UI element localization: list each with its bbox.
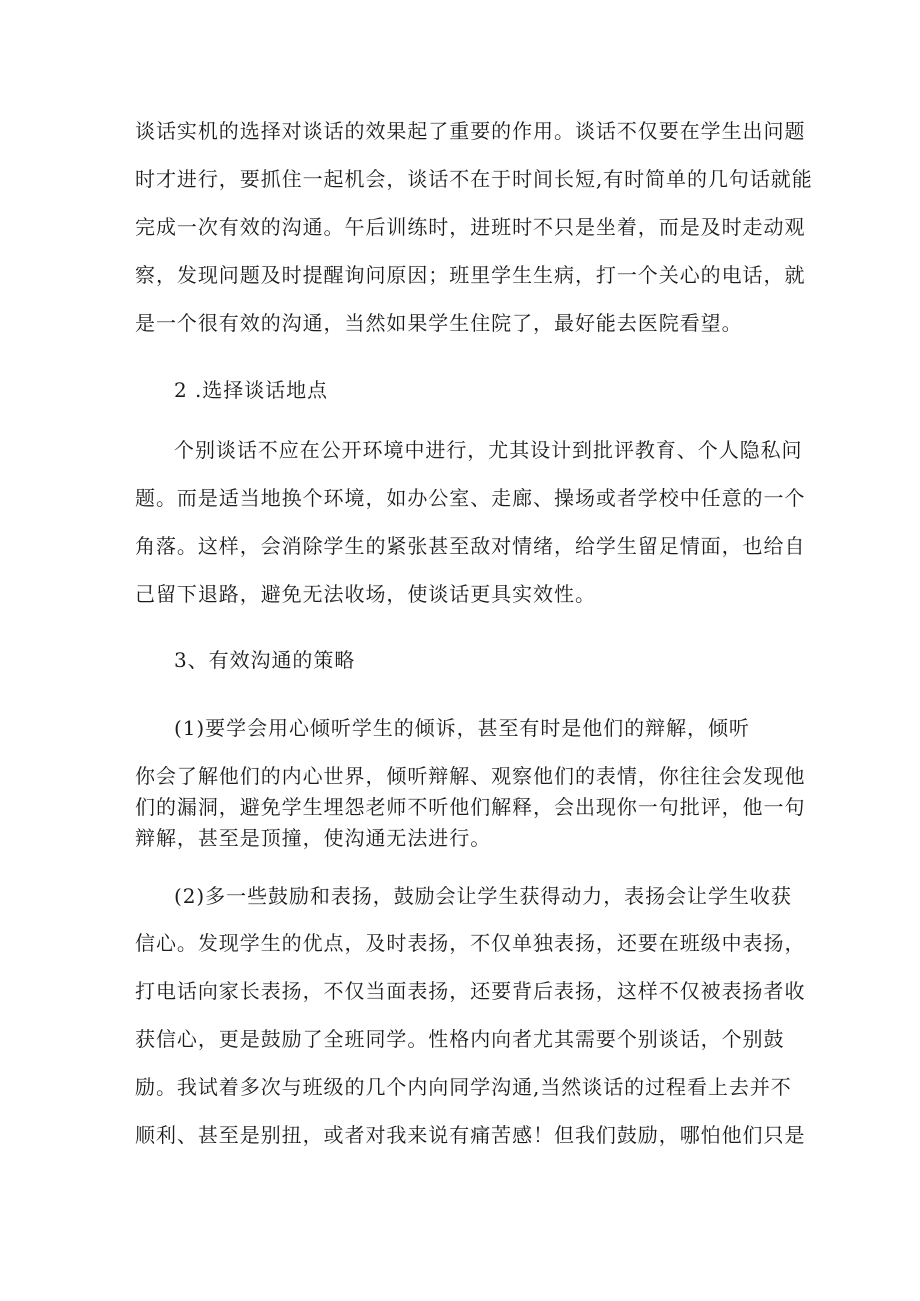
paragraph-line: 信心。发现学生的优点，及时表扬，不仅单独表扬，还要在班级中表扬， [135, 931, 806, 955]
paragraph-line: 谈话实机的选择对谈话的效果起了重要的作用。谈话不仅要在学生出问题 [135, 119, 806, 143]
paragraph-line: 己留下退路，避免无法收场，使谈话更具实效性。 [135, 582, 596, 606]
paragraph-line: 角落。这样，会消除学生的紧张甚至敌对情绪，给学生留足情面，也给自 [135, 534, 806, 558]
paragraph-line: 辩解，甚至是顶撞，使沟通无法进行。 [135, 826, 492, 850]
paragraph-line: 们的漏洞，避免学生埋怨老师不听他们解释，会出现你一句批评，他一句 [135, 795, 806, 819]
paragraph-line: 打电话向家长表扬，不仅当面表扬，还要背后表扬，这样不仅被表扬者收 [135, 979, 806, 1003]
paragraph-line: 是一个很有效的沟通，当然如果学生住院了，最好能去医院看望。 [135, 311, 743, 335]
paragraph-line: (2)多一些鼓励和表扬，鼓励会让学生获得动力，表扬会让学生收获 [174, 884, 792, 908]
paragraph-line: 顺利、甚至是别扭，或者对我来说有痛苦感！但我们鼓励，哪怕他们只是 [135, 1123, 806, 1147]
paragraph-line: 完成一次有效的沟通。午后训练时，进班时不只是坐着，而是及时走动观 [135, 215, 806, 239]
paragraph-line: 察，发现问题及时提醒询问原因；班里学生生病，打一个关心的电话，就 [135, 263, 806, 287]
paragraph-line: 个别谈话不应在公开环境中进行，尤其设计到批评教育、个人隐私问 [174, 438, 803, 462]
paragraph-line: 你会了解他们的内心世界，倾听辩解、观察他们的表情，你往往会发现他 [135, 764, 806, 788]
paragraph-line: 题。而是适当地换个环境，如办公室、走廊、操场或者学校中任意的一个 [135, 486, 806, 510]
section-heading-3: 3、有效沟通的策略 [174, 648, 356, 672]
section-heading-2: 2 .选择谈话地点 [174, 378, 328, 402]
paragraph-line: 时才进行，要抓住一起机会，谈话不在于时间长短,有时简单的几句话就能 [135, 167, 813, 191]
paragraph-line: 获信心，更是鼓励了全班同学。性格内向者尤其需要个别谈话，个别鼓 [135, 1027, 785, 1051]
paragraph-line: 励。我试着多次与班级的几个内向同学沟通,当然谈话的过程看上去并不 [135, 1075, 792, 1099]
paragraph-line: (1)要学会用心倾听学生的倾诉，甚至有时是他们的辩解，倾听 [174, 716, 750, 740]
